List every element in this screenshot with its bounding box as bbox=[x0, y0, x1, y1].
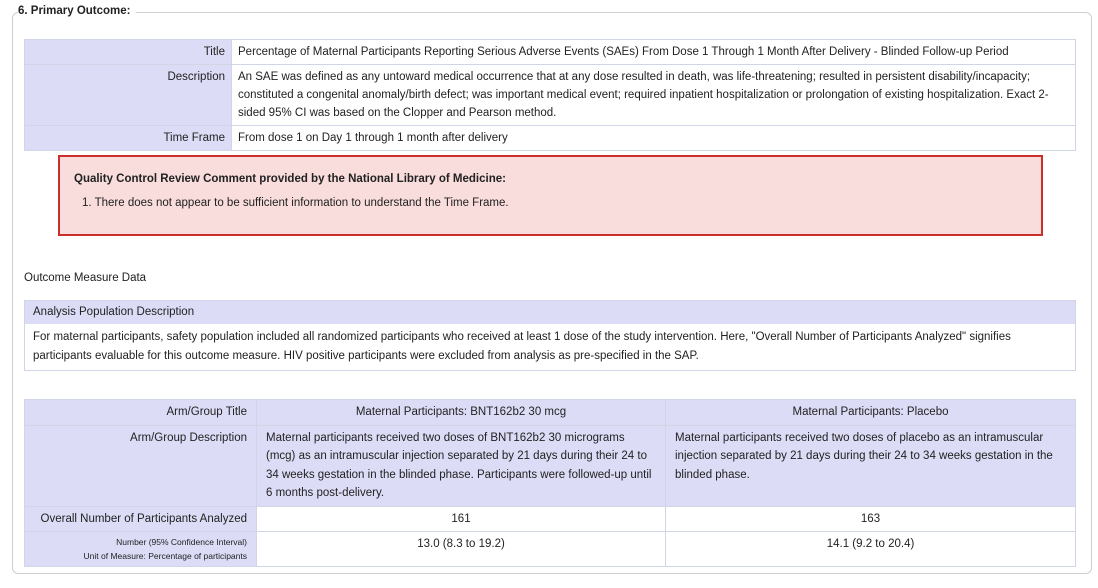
analyzed-label: Overall Number of Participants Analyzed bbox=[25, 506, 257, 532]
timeframe-row bbox=[25, 126, 1076, 151]
value-bnt: 13.0 (8.3 to 19.2) bbox=[257, 532, 666, 567]
arm-title-bnt: Maternal Participants: BNT162b2 30 mcg bbox=[257, 400, 666, 426]
title-row bbox=[25, 40, 1076, 65]
arm-description-label: Arm/Group Description bbox=[25, 425, 257, 506]
number-ci-label: Number (95% Confidence Interval) bbox=[116, 537, 247, 547]
description-row bbox=[25, 65, 1076, 126]
arm-title-row bbox=[25, 400, 1076, 426]
unit-label: Unit of Measure: Percentage of participants bbox=[83, 551, 247, 561]
outcome-info-table bbox=[24, 39, 1076, 151]
timeframe-label: Time Frame bbox=[25, 126, 232, 151]
analysis-population-text: For maternal participants, safety population included all randomized participants who received at least 1 dose of the study intervention. Here, "Overall Number of Participants Analyzed" signifies participants evaluable for this outcome measure. HIV positive participants were excluded from analysis as pre-specified in the SAP. bbox=[33, 331, 1011, 362]
arm-group-table bbox=[24, 399, 1076, 567]
arm-description-bnt: Maternal participants received two doses of BNT162b2 30 micrograms (mcg) as an intramuscular injection separated by 21 days during their 24 to 34 weeks gestation in the blinded phase. Participants were followed-up until 6 months post-delivery. bbox=[257, 425, 666, 506]
qc-review-comment bbox=[58, 155, 1043, 236]
title-label: Title bbox=[25, 40, 232, 65]
description-value: An SAE was defined as any untoward medical occurrence that at any dose resulted in death, was life-threatening; resulted in persistent disability/incapacity; constituted a congenital anomaly/birth defect; was important medical event; required inpatient hospitalization or prolongation of existing hospitalization. Exact 2-sided 95% CI was based on the Clopper and Pearson method. bbox=[232, 65, 1076, 126]
outcome-measure-data-heading: Outcome Measure Data bbox=[24, 272, 147, 284]
value-row bbox=[25, 532, 1076, 567]
arm-description-placebo: Maternal participants received two doses of placebo as an intramuscular injection separated by 21 days during their 24 to 34 weeks gestation in the blinded phase. bbox=[666, 425, 1076, 506]
title-value: Percentage of Maternal Participants Reporting Serious Adverse Events (SAEs) From Dose 1 Through 1 Month After Delivery - Blinded Follow-up Period bbox=[232, 40, 1076, 65]
arm-description-row bbox=[25, 425, 1076, 506]
analyzed-row bbox=[25, 506, 1076, 532]
qc-title: Quality Control Review Comment provided by the National Library of Medicine: bbox=[74, 173, 506, 185]
qc-item: 1. There does not appear to be sufficient information to understand the Time Frame. bbox=[82, 197, 509, 209]
section-title: 6. Primary Outcome: bbox=[18, 5, 136, 17]
measure-label bbox=[25, 532, 257, 567]
description-label: Description bbox=[25, 65, 232, 126]
arm-title-placebo: Maternal Participants: Placebo bbox=[666, 400, 1076, 426]
analyzed-placebo: 163 bbox=[666, 506, 1076, 532]
analyzed-bnt: 161 bbox=[257, 506, 666, 532]
analysis-population-header: Analysis Population Description bbox=[25, 301, 1075, 324]
analysis-population-box bbox=[24, 300, 1076, 371]
value-placebo: 14.1 (9.2 to 20.4) bbox=[666, 532, 1076, 567]
arm-title-label: Arm/Group Title bbox=[25, 400, 257, 426]
timeframe-value: From dose 1 on Day 1 through 1 month after delivery bbox=[232, 126, 1076, 151]
